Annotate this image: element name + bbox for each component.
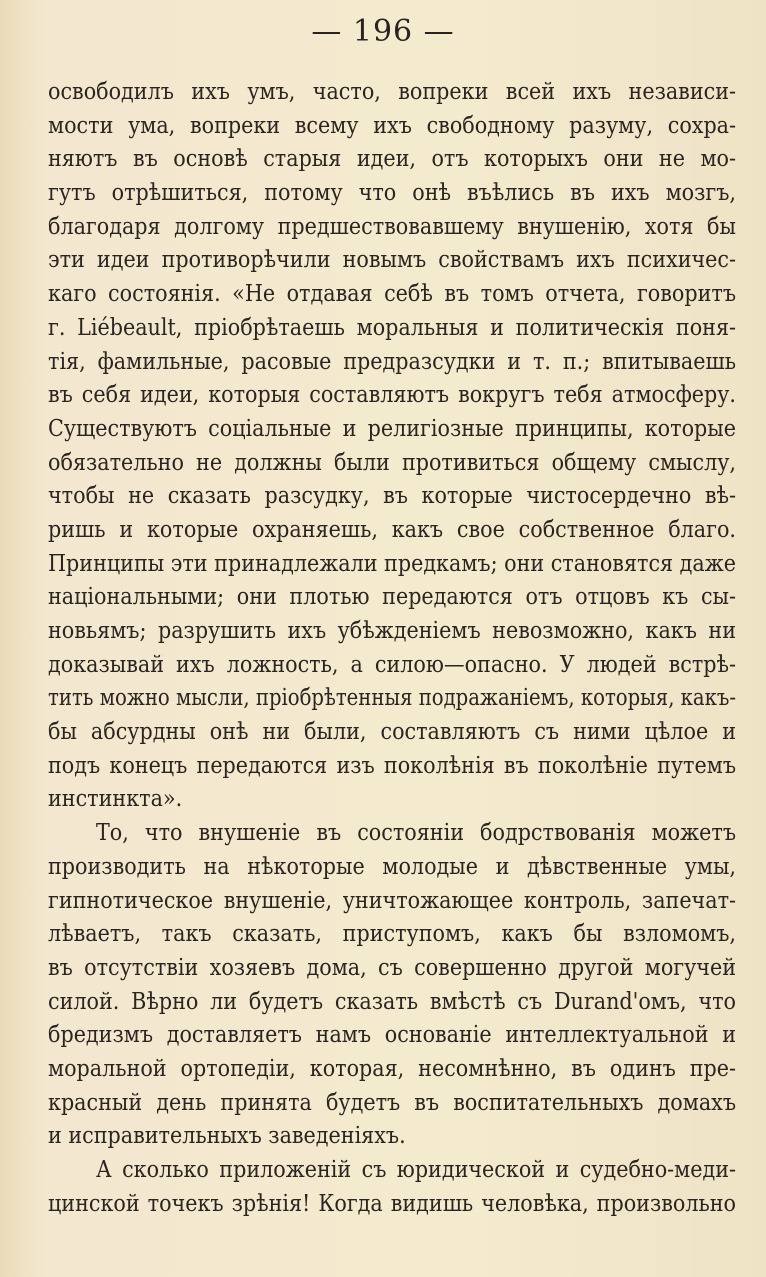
text-line: няютъ въ основѣ старыя идеи, отъ которыхъ они не мо-	[48, 146, 736, 173]
text-line: благодаря долгому предшествовавшему внушенію, хотя бы	[48, 213, 736, 240]
text-line: производить на нѣкоторые молодые и дѣвственные умы,	[48, 853, 736, 880]
page-number: — 196 —	[311, 14, 455, 49]
text-line: каго состоянія. «Не отдавая себѣ въ томъ отчета, говоритъ	[48, 281, 736, 308]
text-line: тія, фамильные, расовые предразсудки и т. п.; впитываешь	[48, 348, 736, 375]
text-line: и исправительныхъ заведеніяхъ.	[48, 1123, 406, 1150]
text-line: обязательно не должны были противиться общему смыслу,	[48, 449, 736, 476]
text-line: тить можно мысли, пріобрѣтенныя подражаніемъ, которыя, какъ-	[48, 685, 737, 712]
text-line: подъ конецъ передаются изъ поколѣнія въ поколѣніе путемъ	[48, 752, 736, 779]
text-line: бы абсурдны онѣ ни были, составляютъ съ ними цѣлое и	[48, 719, 736, 746]
text-line: силой. Вѣрно ли будетъ сказать вмѣстѣ съ Durand'омъ, что	[48, 988, 736, 1015]
text-line: Принципы эти принадлежали предкамъ; они становятся даже	[48, 550, 736, 577]
text-line: въ себя идеи, которыя составляютъ вокругъ тебя атмосферу.	[48, 382, 736, 409]
text-line: Существуютъ соціальные и религіозные принципы, которые	[48, 415, 736, 442]
text-line: новьямъ; разрушить ихъ убѣжденіемъ невозможно, какъ ни	[48, 618, 736, 644]
text-line: эти идеи противорѣчили новымъ свойствамъ ихъ психичес-	[48, 247, 736, 274]
text-line: бредизмъ доставляетъ намъ основаніе интеллектуальной и	[48, 1022, 736, 1049]
text-line: освободилъ ихъ умъ, часто, вопреки всей ихъ независи-	[48, 79, 736, 105]
text-line: ришь и которые охраняешь, какъ свое собственное благо.	[48, 516, 736, 543]
text-line: въ отсутствіи хозяевъ дома, съ совершенно другой могучей	[48, 954, 736, 981]
text-line: г. Liébeault, пріобрѣтаешь моральныя и политическія поня-	[48, 314, 736, 341]
text-line: моральной ортопедіи, которая, несомнѣнно, въ одинъ пре-	[48, 1055, 736, 1082]
text-line: гипнотическое внушеніе, уничтожающее контроль, запечат-	[48, 887, 736, 914]
text-line: цинской точекъ зрѣнія! Когда видишь человѣка, произвольно	[48, 1190, 736, 1217]
body-text	[48, 76, 736, 1221]
text-line: лѣваетъ, такъ сказать, приступомъ, какъ бы взломомъ,	[48, 921, 736, 948]
text-line: А сколько приложеній съ юридической и судебно-меди-	[96, 1157, 736, 1183]
text-line: мости ума, вопреки всему ихъ свободному разуму, сохра-	[48, 112, 736, 139]
text-line: красный день принята будетъ въ воспитательныхъ домахъ	[48, 1089, 736, 1116]
text-line: гутъ отрѣшиться, потому что онѣ въѣлись въ ихъ мозгъ,	[48, 180, 736, 207]
text-line: инстинкта».	[48, 786, 183, 813]
text-line: То, что внушеніе въ состояніи бодрствованія можетъ	[96, 820, 736, 847]
text-line: національными; они плотью передаются отъ отцовъ къ сы-	[48, 584, 736, 611]
text-line: чтобы не сказать разсудку, въ которые чистосердечно вѣ-	[48, 483, 736, 510]
text-line: доказывай ихъ ложность, а силою—опасно. У людей встрѣ-	[48, 651, 736, 678]
